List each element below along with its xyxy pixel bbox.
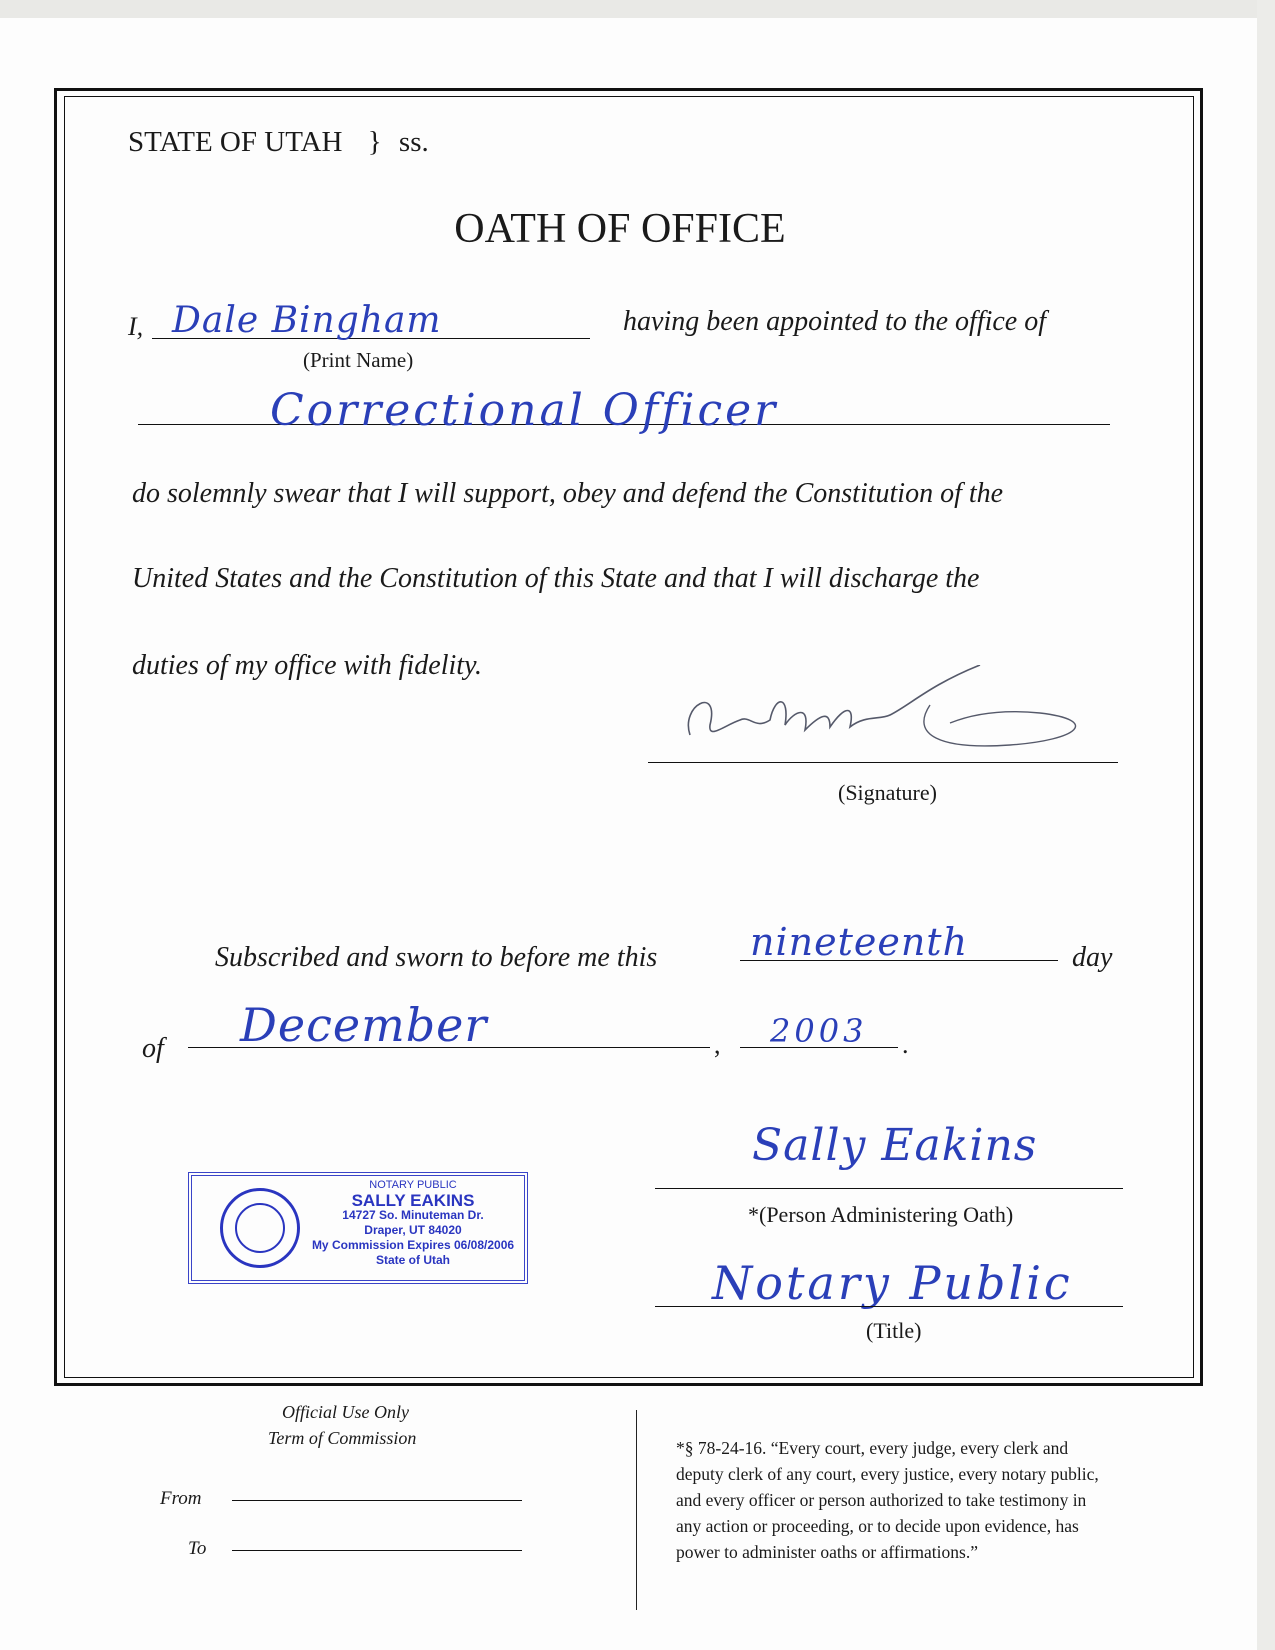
- stamp-line-3: 14727 So. Minuteman Dr.: [342, 1208, 484, 1222]
- footnote-line-5: power to administer oaths or affirmations.”: [676, 1542, 978, 1562]
- stamp-line-5: My Commission Expires 06/08/2006: [311, 1238, 515, 1252]
- subscribed-text: Subscribed and sworn to before me this: [215, 942, 658, 973]
- signature-line: [648, 762, 1118, 763]
- footnote: [676, 1435, 1099, 1565]
- date-comma: ,: [714, 1030, 721, 1059]
- office-handwritten: Correctional Officer: [270, 385, 779, 436]
- stamp-line-6: State of Utah: [375, 1253, 450, 1267]
- ss-abbrev: ss.: [398, 126, 429, 158]
- from-line: [232, 1500, 522, 1501]
- stamp-line-1: NOTARY PUBLIC: [369, 1179, 457, 1191]
- state-heading: [128, 126, 429, 159]
- administrator-caption: *(Person Administering Oath): [748, 1202, 1014, 1227]
- appointed-text: having been appointed to the office of: [623, 306, 1047, 337]
- document-title: OATH OF OFFICE: [454, 206, 786, 252]
- from-label: From: [160, 1488, 202, 1509]
- footnote-line-4: any action or proceeding, or to decide upon evidence, has: [676, 1516, 1079, 1536]
- notary-stamp-text: [302, 1178, 524, 1268]
- date-period: .: [902, 1030, 909, 1059]
- month-handwritten: December: [240, 998, 488, 1052]
- to-label: To: [188, 1538, 207, 1559]
- official-use-line-1: Official Use Only: [282, 1402, 409, 1422]
- stamp-line-4: Draper, UT 84020: [364, 1223, 462, 1237]
- state-seal-icon: [220, 1188, 300, 1268]
- scan-edge-top: [0, 0, 1275, 18]
- footnote-line-1: *§ 78-24-16. “Every court, every judge, every clerk and: [676, 1438, 1069, 1458]
- oath-signature-text: Dale F Bingham: [710, 760, 719, 761]
- brace-glyph: }: [367, 126, 382, 158]
- stamp-line-2: SALLY EAKINS: [351, 1191, 475, 1210]
- administrator-line: [655, 1188, 1123, 1189]
- i-prefix: I,: [128, 312, 144, 341]
- footnote-line-3: and every officer or person authorized to take testimony in: [676, 1490, 1087, 1510]
- state-name: STATE OF UTAH: [128, 126, 343, 158]
- scan-edge-right: [1257, 0, 1275, 1650]
- oath-signature: [680, 665, 1130, 765]
- title-handwritten: Notary Public: [712, 1256, 1073, 1310]
- signature-caption: (Signature): [838, 780, 937, 805]
- of-word: of: [142, 1033, 164, 1064]
- year-handwritten: 2003: [770, 1012, 868, 1050]
- to-line: [232, 1550, 522, 1551]
- footer-divider: [636, 1410, 637, 1610]
- footnote-line-2: deputy clerk of any court, every justice, every notary public,: [676, 1464, 1099, 1484]
- name-caption: (Print Name): [303, 348, 414, 372]
- notary-stamp: [188, 1172, 528, 1284]
- oath-paragraph-line-1: do solemnly swear that I will support, obey and defend the Constitution of the: [132, 478, 1004, 509]
- day-word: day: [1072, 942, 1113, 973]
- title-caption: (Title): [866, 1318, 922, 1343]
- day-handwritten: nineteenth: [750, 920, 969, 964]
- oath-paragraph-line-2: United States and the Constitution of this State and that I will discharge the: [132, 563, 980, 594]
- title-line: [655, 1306, 1123, 1307]
- official-use-line-2: Term of Commission: [268, 1428, 417, 1448]
- oath-paragraph-line-3: duties of my office with fidelity.: [132, 650, 482, 681]
- administrator-signature-handwritten: Sally Eakins: [752, 1120, 1038, 1171]
- name-handwritten: Dale Bingham: [172, 300, 442, 341]
